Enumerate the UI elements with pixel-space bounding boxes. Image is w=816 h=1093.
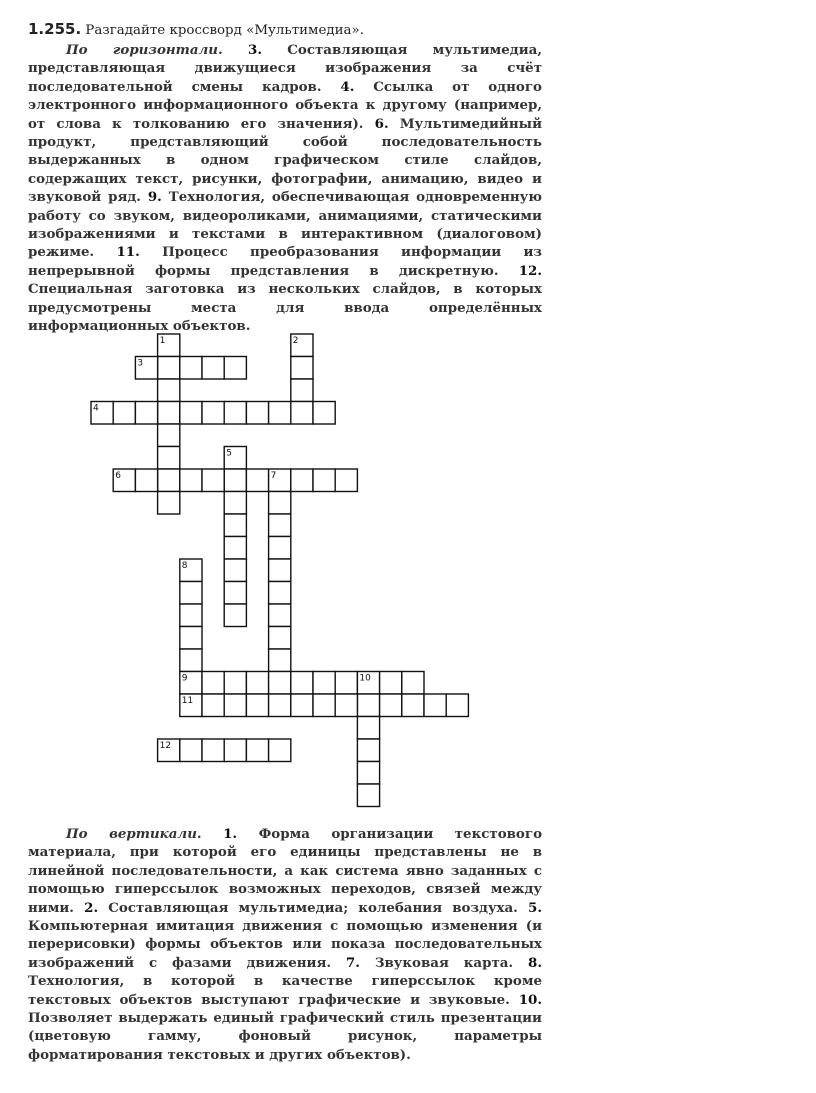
crossword-cell[interactable] xyxy=(135,402,157,425)
horizontal-clue-number: 4. xyxy=(340,78,355,95)
crossword-cell[interactable] xyxy=(224,582,246,605)
crossword-cell[interactable] xyxy=(357,717,379,740)
crossword-cell[interactable] xyxy=(357,762,379,785)
crossword-cell[interactable] xyxy=(269,514,291,537)
horizontal-clue-text: Мультимедийный продукт, представляющий собой последовательность выдержанных в одном графическом стиле слайдов, содержащих текст, рисунки, фотографии, анимацию, видео и звуковой ряд. xyxy=(28,115,543,206)
crossword-cell[interactable] xyxy=(291,672,313,695)
crossword-cell[interactable] xyxy=(180,649,202,672)
cell-clue-number: 10 xyxy=(359,673,371,684)
crossword-cell[interactable] xyxy=(357,739,379,762)
crossword-cell[interactable] xyxy=(180,469,202,492)
crossword-cell[interactable] xyxy=(246,469,268,492)
crossword-cell[interactable] xyxy=(135,469,157,492)
vertical-lead: По вертикали. xyxy=(66,826,202,842)
crossword-cell[interactable] xyxy=(180,357,202,380)
task-title: Разгадайте кроссворд «Мультимедиа». xyxy=(85,23,364,38)
crossword-cell[interactable] xyxy=(269,559,291,582)
crossword-cell[interactable] xyxy=(313,694,335,717)
vertical-clue-text: Форма организации текстового материала, при которой его единицы представлены не в линейной последовательности, а как система явно заданных с помощью гиперссылок возможных переходов, связей между ними. xyxy=(28,826,542,916)
crossword-cell[interactable] xyxy=(335,672,357,695)
crossword-cell[interactable] xyxy=(158,447,180,470)
crossword-cell[interactable] xyxy=(269,649,291,672)
cell-clue-number: 7 xyxy=(270,471,277,481)
crossword-cell[interactable] xyxy=(202,739,224,762)
crossword-cell[interactable] xyxy=(335,469,357,492)
crossword-cell[interactable] xyxy=(291,402,313,425)
cell-clue-number: 5 xyxy=(226,448,232,459)
crossword-cell[interactable] xyxy=(202,469,224,492)
horizontal-clue-text: Специальная заготовка из нескольких слайдов, в которых предусмотрены места для ввода определённых информационных объектов. xyxy=(28,281,542,335)
crossword-cell[interactable] xyxy=(269,402,291,425)
horizontal-clue-text: Составляющая мультимедиа, представляющая движущиеся изображения за счёт последовательной смены кадров. xyxy=(28,42,542,95)
crossword-cell[interactable] xyxy=(224,402,246,425)
crossword-cell[interactable] xyxy=(291,694,313,717)
crossword-cell[interactable] xyxy=(158,424,180,447)
cell-clue-number: 9 xyxy=(181,673,188,684)
crossword-cell[interactable] xyxy=(202,357,224,380)
crossword-cell[interactable] xyxy=(202,402,224,425)
crossword-cell[interactable] xyxy=(224,559,246,582)
cell-clue-number: 4 xyxy=(93,403,99,414)
crossword-cell[interactable] xyxy=(224,739,246,762)
cell-clue-number: 12 xyxy=(159,741,172,751)
vertical-clue-number: 10. xyxy=(518,991,542,1008)
crossword-cell[interactable] xyxy=(158,379,180,402)
vertical-clue-text: Составляющая мультимедиа; колебания воздуха. xyxy=(108,899,518,916)
crossword-cell[interactable] xyxy=(357,784,379,807)
crossword-cell[interactable] xyxy=(158,492,180,515)
horizontal-clue-text: Ссылка от одного электронного информационного объекта к другому (например, от слова к толкованию его значения). xyxy=(28,78,542,132)
crossword-cell[interactable] xyxy=(402,694,424,717)
crossword-cell[interactable] xyxy=(113,402,135,425)
crossword-cell[interactable] xyxy=(158,469,180,492)
crossword-cell[interactable] xyxy=(180,739,202,762)
crossword-cell[interactable] xyxy=(180,627,202,650)
crossword-cell[interactable] xyxy=(269,627,291,650)
horizontal-lead: По горизонтали. xyxy=(66,42,223,58)
horizontal-clue-text: Технология, обеспечивающая одновременную работу со звуком, видеороликами, анимациями, статическими изображениями и текстами в интерактивном (диалоговом) режиме. xyxy=(28,189,542,261)
crossword-cell[interactable] xyxy=(335,694,357,717)
crossword-cell[interactable] xyxy=(246,694,268,717)
cell-clue-number: 11 xyxy=(181,696,194,706)
horizontal-clue-number: 9. xyxy=(147,189,162,206)
task-number: 1.255. xyxy=(28,20,82,38)
vertical-clue-number: 7. xyxy=(345,954,360,971)
crossword-cell[interactable] xyxy=(291,379,313,402)
crossword-cell[interactable] xyxy=(291,357,313,380)
horizontal-clue-number: 11. xyxy=(116,244,140,261)
cell-clue-number: 1 xyxy=(159,336,166,346)
crossword-cell[interactable] xyxy=(246,739,268,762)
vertical-clue-text: Звуковая карта. xyxy=(374,954,514,971)
crossword-cell[interactable] xyxy=(357,694,379,717)
crossword-cell[interactable] xyxy=(424,694,446,717)
crossword-cell[interactable] xyxy=(269,739,291,762)
cell-clue-number: 8 xyxy=(181,561,188,571)
crossword-cell[interactable] xyxy=(269,604,291,627)
crossword-cell[interactable] xyxy=(246,402,268,425)
vertical-clue-text: Технология, в которой в качестве гиперссылок кроме текстовых объектов выступают графические и звуковые. xyxy=(28,973,542,1008)
vertical-clue-number: 1. xyxy=(223,826,238,842)
crossword-cell[interactable] xyxy=(158,402,180,425)
crossword-cell[interactable] xyxy=(269,694,291,717)
crossword-cell[interactable] xyxy=(269,492,291,515)
crossword-cell[interactable] xyxy=(269,672,291,695)
crossword-cell[interactable] xyxy=(158,357,180,380)
crossword-cell[interactable] xyxy=(224,537,246,560)
vertical-clue-text: Позволяет выдержать единый графический стиль презентации (цветовую гамму, фоновый рисунок, параметры форматирования текстовых и других объектов). xyxy=(28,1010,542,1063)
cell-clue-number: 6 xyxy=(115,471,121,481)
crossword-cell[interactable] xyxy=(269,537,291,560)
crossword-cell[interactable] xyxy=(180,582,202,605)
crossword-cell[interactable] xyxy=(224,357,246,380)
crossword-cell[interactable] xyxy=(224,469,246,492)
crossword-cell[interactable] xyxy=(446,694,468,717)
crossword-cell[interactable] xyxy=(224,514,246,537)
crossword-cell[interactable] xyxy=(313,672,335,695)
cell-clue-number: 3 xyxy=(137,358,144,369)
crossword-cell[interactable] xyxy=(224,672,246,695)
vertical-clue-number: 2. xyxy=(84,899,99,916)
horizontal-clue-number: 12. xyxy=(518,262,543,279)
crossword-cell[interactable] xyxy=(224,492,246,515)
crossword-cell[interactable] xyxy=(380,672,402,695)
crossword-cell[interactable] xyxy=(246,672,268,695)
cell-clue-number: 2 xyxy=(292,336,299,346)
crossword-cell[interactable] xyxy=(180,604,202,627)
vertical-clue-number: 8. xyxy=(528,954,542,971)
crossword-cell[interactable] xyxy=(313,402,335,425)
crossword-cell[interactable] xyxy=(291,469,313,492)
vertical-clue-text: Компьютерная имитация движения с помощью изменения (и перерисовки) формы объектов или показа последовательных изображений с фазами движения. xyxy=(28,918,542,971)
crossword-cell[interactable] xyxy=(224,604,246,627)
crossword-cell[interactable] xyxy=(380,694,402,717)
crossword-cell[interactable] xyxy=(224,694,246,717)
vertical-clue-number: 5. xyxy=(528,899,542,916)
crossword-cell[interactable] xyxy=(313,469,335,492)
vertical-clues xyxy=(28,825,542,1064)
crossword-cell[interactable] xyxy=(202,672,224,695)
horizontal-clue-number: 3. xyxy=(248,42,262,58)
crossword-cell[interactable] xyxy=(202,694,224,717)
crossword-cell[interactable] xyxy=(402,672,424,695)
horizontal-clue-number: 6. xyxy=(374,115,389,132)
crossword-cell[interactable] xyxy=(269,582,291,605)
horizontal-clue-text: Процесс преобразования информации из непрерывной формы представления в дискретную. xyxy=(28,244,542,279)
crossword-cell[interactable] xyxy=(180,402,202,425)
